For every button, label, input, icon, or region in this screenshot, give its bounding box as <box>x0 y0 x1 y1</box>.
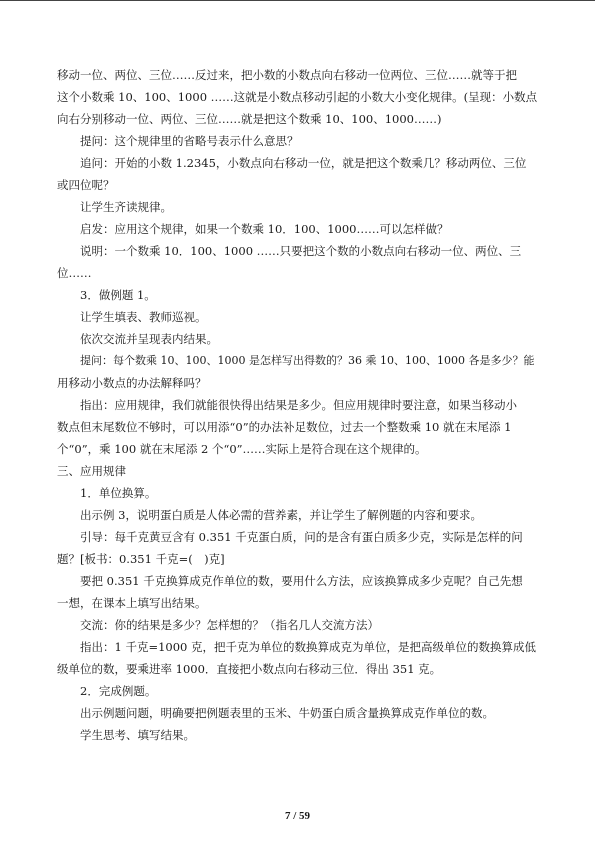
text-line: 3．做例题 1。 <box>80 288 156 302</box>
text-line: 移动一位、两位、三位……反过来，把小数的小数点向右移动一位两位、三位……就等于把 <box>57 68 517 82</box>
text-line: 2．完成例题。 <box>80 684 157 698</box>
text-line: 题？[板书：0.351 千克=( )克] <box>57 552 225 566</box>
page-number: 7 / 59 <box>284 810 311 822</box>
text-line: 出示例 3，说明蛋白质是人体必需的营养素，并让学生了解例题的内容和要求。 <box>80 508 482 522</box>
text-line: 追问：开始的小数 1.2345，小数点向右移动一位，就是把这个数乘几？移动两位、三位 <box>80 156 527 170</box>
text-line: 要把 0.351 千克换算成克作单位的数，要用什么方法，应该换算成多少克呢？自己先想 <box>80 574 523 588</box>
text-line: 提问：这个规律里的省略号表示什么意思？ <box>80 134 299 148</box>
text-line: 提问：每个数乘 10、100、1000 是怎样写出得数的？36 乘 10、100、1000 各是多少？能 <box>80 354 535 367</box>
text-line: 学生思考、填写结果。 <box>80 728 195 742</box>
text-line: 这个小数乘 10、100、1000 ……这就是小数点移动引起的小数大小变化规律。(呈现：小数点 <box>57 90 538 104</box>
text-line: 交流：你的结果是多少？怎样想的？（指名几人交流方法） <box>80 618 379 632</box>
text-line: 个“0”，乘 100 就在末尾添 2 个“0”……实际上是符合现在这个规律的。 <box>57 442 427 456</box>
text-line: 级单位的数，要乘进率 1000．直接把小数点向右移动三位．得出 351 克。 <box>57 662 442 676</box>
text-line: 让学生齐读规律。 <box>80 200 172 214</box>
text-line: 用移动小数点的办法解释吗？ <box>57 376 207 390</box>
text-line: 启发：应用这个规律，如果一个数乘 10．100、1000……可以怎样做？ <box>80 222 449 236</box>
text-line: 1．单位换算。 <box>80 486 157 500</box>
text-line: 引导：每千克黄豆含有 0.351 千克蛋白质，问的是含有蛋白质多少克，实际是怎样的问 <box>80 530 523 544</box>
text-line: 出示例题问题，明确要把例题表里的玉米、牛奶蛋白质含量换算成克作单位的数。 <box>80 706 494 720</box>
text-line: 或四位呢？ <box>57 178 115 192</box>
text-line: 位…… <box>57 266 92 280</box>
text-line: 指出：1 千克=1000 克，把千克为单位的数换算成克为单位，是把高级单位的数换算成低 <box>80 640 537 654</box>
text-line: 一想，在课本上填写出结果。 <box>57 596 207 610</box>
text-line: 说明：一个数乘 10．100、1000 ……只要把这个数的小数点向右移动一位、两位、三 <box>80 244 522 258</box>
top-rule <box>0 0 595 1</box>
text-line: 三、应用规律 <box>57 464 126 478</box>
text-line: 数点但末尾数位不够时，可以用添“0”的办法补足数位，过去一个整数乘 10 就在末尾添 1 <box>57 420 512 434</box>
text-line: 让学生填表、教师巡视。 <box>80 310 207 324</box>
text-line: 依次交流并呈现表内结果。 <box>80 332 218 346</box>
text-line: 向右分别移动一位、两位、三位……就是把这个数乘 10、100、1000……) <box>57 112 442 126</box>
document-body <box>57 64 539 746</box>
text-line: 指出：应用规律，我们就能很快得出结果是多少。但应用规律时要注意，如果当移动小 <box>80 398 517 412</box>
